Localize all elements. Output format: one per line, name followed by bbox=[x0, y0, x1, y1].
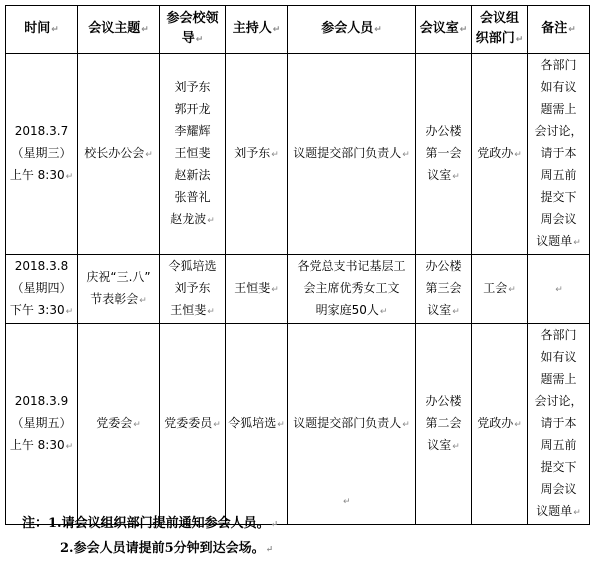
cell-line bbox=[170, 76, 215, 98]
header-label: 会议主题 bbox=[88, 21, 141, 36]
meeting-schedule-table bbox=[5, 5, 590, 525]
cell-time bbox=[6, 255, 78, 324]
paragraph-mark: ↵ bbox=[508, 285, 516, 295]
cell-line bbox=[477, 142, 522, 166]
cell-line bbox=[168, 255, 216, 277]
cell-host bbox=[226, 324, 288, 525]
paragraph-mark: ↵ bbox=[343, 497, 351, 507]
cell-text: 周会议 bbox=[540, 212, 577, 226]
cell-line bbox=[168, 299, 216, 323]
header-note bbox=[528, 6, 590, 54]
cell-line bbox=[425, 120, 461, 142]
cell-line bbox=[164, 412, 221, 436]
cell-text: 刘予东 bbox=[174, 281, 211, 295]
cell-text: 议题提交部门负责人 bbox=[293, 416, 402, 430]
cell-line bbox=[170, 208, 215, 232]
note-text: 2.参会人员请提前5分钟到达会场。 bbox=[60, 541, 265, 556]
cell-text: 2018.3.9 bbox=[14, 394, 69, 408]
cell-text: 议室 bbox=[427, 168, 452, 182]
cell-text: 王恒斐 bbox=[234, 281, 271, 295]
cell-text: 如有议 bbox=[540, 350, 577, 364]
header-label: 主持人 bbox=[232, 21, 272, 36]
cell-line bbox=[86, 266, 150, 288]
paragraph-mark: ↵ bbox=[65, 172, 74, 182]
table-header-row bbox=[6, 6, 590, 54]
cell-text: 周会议 bbox=[540, 482, 577, 496]
cell-leaders bbox=[160, 324, 226, 525]
cell-line bbox=[170, 142, 215, 164]
cell-line bbox=[534, 98, 582, 120]
cell-line bbox=[534, 412, 582, 434]
cell-line bbox=[534, 164, 582, 186]
cell-text: （星期三） bbox=[11, 146, 72, 160]
cell-note bbox=[528, 54, 590, 255]
cell-line bbox=[534, 54, 582, 76]
cell-line bbox=[425, 412, 461, 434]
cell-text: 第三会 bbox=[425, 281, 462, 295]
cell-text: 节表彰会 bbox=[90, 292, 139, 306]
paragraph-mark: ↵ bbox=[139, 296, 147, 306]
cell-line bbox=[534, 76, 582, 98]
cell-line bbox=[534, 368, 582, 390]
cell-time bbox=[6, 54, 78, 255]
paragraph-mark: ↵ bbox=[514, 150, 522, 160]
note-text: 注：1.请会议组织部门提前通知参会人员。 bbox=[22, 516, 270, 531]
cell-line bbox=[96, 412, 141, 436]
cell-leaders bbox=[160, 54, 226, 255]
header-time bbox=[6, 6, 78, 54]
paragraph-mark: ↵ bbox=[568, 25, 576, 35]
table-row bbox=[6, 54, 590, 255]
cell-time bbox=[6, 324, 78, 525]
cell-line bbox=[534, 324, 582, 346]
cell-line bbox=[425, 390, 461, 412]
cell-text: 会主席优秀女工文 bbox=[303, 281, 400, 295]
paragraph-mark: ↵ bbox=[141, 25, 149, 35]
paragraph-mark: ↵ bbox=[271, 285, 279, 295]
cell-text: 议室 bbox=[427, 303, 452, 317]
cell-text: 校长办公会 bbox=[84, 146, 145, 160]
cell-text: 党政办 bbox=[477, 146, 514, 160]
cell-line bbox=[234, 142, 279, 166]
cell-line bbox=[425, 277, 461, 299]
cell-text: 上午 8:30 bbox=[9, 168, 65, 182]
paragraph-mark: ↵ bbox=[515, 35, 524, 45]
paragraph-mark: ↵ bbox=[265, 545, 274, 555]
cell-line bbox=[534, 456, 582, 478]
cell-text: 令狐培选 bbox=[228, 416, 277, 430]
cell-text: 题需上 bbox=[540, 102, 577, 116]
cell-text: 李耀辉 bbox=[174, 124, 211, 138]
cell-text: 周五前 bbox=[540, 438, 577, 452]
cell-line bbox=[10, 142, 73, 164]
cell-line bbox=[534, 208, 582, 230]
cell-line bbox=[228, 412, 285, 436]
cell-line bbox=[10, 390, 73, 412]
cell-line bbox=[10, 255, 73, 277]
cell-attendees bbox=[288, 324, 416, 525]
cell-text: （星期四） bbox=[11, 281, 72, 295]
cell-line bbox=[297, 255, 405, 277]
note-line-2 bbox=[22, 537, 278, 562]
cell-text: 周五前 bbox=[540, 168, 577, 182]
cell-text: 第二会 bbox=[425, 416, 462, 430]
paragraph-mark: ↵ bbox=[133, 420, 141, 430]
header-attendees bbox=[288, 6, 416, 54]
cell-text: 赵龙波 bbox=[170, 212, 207, 226]
table-row bbox=[6, 324, 590, 525]
cell-line bbox=[534, 500, 582, 524]
paragraph-mark: ↵ bbox=[207, 307, 215, 317]
header-topic bbox=[78, 6, 160, 54]
header-label: 会议室 bbox=[419, 21, 459, 36]
cell-line bbox=[534, 186, 582, 208]
cell-topic bbox=[78, 255, 160, 324]
cell-line bbox=[170, 186, 215, 208]
paragraph-mark: ↵ bbox=[459, 25, 468, 35]
header-host bbox=[226, 6, 288, 54]
paragraph-mark: ↵ bbox=[272, 25, 281, 35]
cell-text: 王恒斐 bbox=[174, 146, 211, 160]
paragraph-mark: ↵ bbox=[452, 307, 460, 317]
paragraph-mark: ↵ bbox=[51, 25, 59, 35]
cell-room bbox=[416, 54, 472, 255]
cell-text: 令狐培选 bbox=[168, 259, 217, 273]
cell-line bbox=[477, 412, 522, 436]
cell-line bbox=[84, 142, 153, 166]
paragraph-mark: ↵ bbox=[277, 420, 285, 430]
cell-line bbox=[10, 299, 73, 323]
paragraph-mark: ↵ bbox=[402, 420, 410, 430]
cell-text: 提交下 bbox=[540, 190, 577, 204]
cell-text: 庆祝“三.八” bbox=[86, 270, 151, 284]
cell-text: 下午 3:30 bbox=[9, 303, 65, 317]
cell-text: 议室 bbox=[427, 438, 452, 452]
cell-line bbox=[554, 277, 563, 301]
cell-text: 2018.3.7 bbox=[14, 124, 69, 138]
cell-room bbox=[416, 324, 472, 525]
cell-text: 办公楼 bbox=[425, 394, 462, 408]
notes-section bbox=[22, 512, 278, 562]
header-label: 时间 bbox=[24, 21, 51, 36]
cell-host bbox=[226, 255, 288, 324]
cell-line bbox=[534, 230, 582, 254]
cell-text: （星期五） bbox=[11, 416, 72, 430]
cell-line bbox=[534, 478, 582, 500]
cell-line bbox=[10, 164, 73, 188]
paragraph-mark: ↵ bbox=[207, 216, 215, 226]
cell-text: 刘予东 bbox=[174, 80, 211, 94]
header-room bbox=[416, 6, 472, 54]
header-dept bbox=[472, 6, 528, 54]
cell-line bbox=[425, 299, 461, 323]
paragraph-mark: ↵ bbox=[271, 150, 279, 160]
cell-attendees bbox=[288, 54, 416, 255]
cell-line bbox=[86, 288, 150, 312]
header-label: 备注 bbox=[541, 21, 568, 36]
paragraph-mark: ↵ bbox=[270, 520, 279, 530]
cell-line bbox=[534, 142, 582, 164]
cell-text: 上午 8:30 bbox=[9, 438, 65, 452]
cell-dept bbox=[472, 255, 528, 324]
cell-text: 明家庭50人 bbox=[315, 303, 379, 317]
cell-line bbox=[168, 277, 216, 299]
cell-text: 张普礼 bbox=[174, 190, 211, 204]
cell-line bbox=[10, 120, 73, 142]
cell-line bbox=[534, 434, 582, 456]
paragraph-mark: ↵ bbox=[374, 25, 382, 35]
cell-dept bbox=[472, 324, 528, 525]
cell-text: 各部门 bbox=[540, 328, 577, 342]
cell-line bbox=[425, 255, 461, 277]
paragraph-mark: ↵ bbox=[452, 172, 460, 182]
header-label: 参会人员 bbox=[321, 21, 374, 36]
cell-note bbox=[528, 324, 590, 525]
cell-room bbox=[416, 255, 472, 324]
cell-text: 2018.3.8 bbox=[14, 259, 69, 273]
cell-host bbox=[226, 54, 288, 255]
paragraph-mark: ↵ bbox=[555, 285, 563, 295]
cell-line bbox=[534, 120, 582, 142]
cell-text: 刘予东 bbox=[234, 146, 271, 160]
cell-attendees bbox=[288, 255, 416, 324]
note-line-1 bbox=[22, 512, 278, 537]
cell-text: 提交下 bbox=[540, 460, 577, 474]
paragraph-mark: ↵ bbox=[379, 307, 388, 317]
cell-text: 各部门 bbox=[540, 58, 577, 72]
paragraph-mark: ↵ bbox=[65, 307, 74, 317]
paragraph-mark: ↵ bbox=[145, 150, 153, 160]
cell-line bbox=[170, 98, 215, 120]
cell-text: 会讨论， bbox=[534, 394, 583, 408]
cell-dept bbox=[472, 54, 528, 255]
cell-line bbox=[425, 142, 461, 164]
cell-line bbox=[293, 142, 410, 166]
cell-line bbox=[293, 412, 410, 436]
paragraph-mark: ↵ bbox=[452, 442, 460, 452]
cell-leaders bbox=[160, 255, 226, 324]
cell-text: 党委委员 bbox=[164, 416, 213, 430]
cell-topic bbox=[78, 324, 160, 525]
cell-text: 办公楼 bbox=[425, 124, 462, 138]
cell-text: 王恒斐 bbox=[170, 303, 207, 317]
cell-text: 如有议 bbox=[540, 80, 577, 94]
header-leaders bbox=[160, 6, 226, 54]
paragraph-mark: ↵ bbox=[514, 420, 522, 430]
cell-text: 各党总支书记基层工 bbox=[297, 259, 406, 273]
cell-line bbox=[483, 277, 516, 301]
cell-note bbox=[528, 255, 590, 324]
cell-text: 议题单 bbox=[536, 504, 573, 518]
paragraph-mark: ↵ bbox=[573, 508, 581, 518]
paragraph-mark: ↵ bbox=[213, 420, 221, 430]
cell-text: 请于本 bbox=[540, 416, 577, 430]
cell-text: 党政办 bbox=[477, 416, 514, 430]
cell-text: 议题单 bbox=[536, 234, 573, 248]
cell-line bbox=[170, 164, 215, 186]
cell-line bbox=[297, 277, 405, 299]
table-row bbox=[6, 255, 590, 324]
header-label: 会议组织部门 bbox=[475, 11, 519, 46]
cell-line bbox=[10, 412, 73, 434]
cell-text: 办公楼 bbox=[425, 259, 462, 273]
cell-line bbox=[534, 346, 582, 368]
cell-text: 党委会 bbox=[96, 416, 133, 430]
cell-text: 题需上 bbox=[540, 372, 577, 386]
cell-line bbox=[534, 390, 582, 412]
cell-line bbox=[297, 299, 405, 323]
cell-text: 工会 bbox=[483, 281, 508, 295]
paragraph-mark: ↵ bbox=[65, 442, 74, 452]
paragraph-mark: ↵ bbox=[402, 150, 410, 160]
header-label: 参会校领导 bbox=[166, 11, 219, 46]
cell-text: 请于本 bbox=[540, 146, 577, 160]
paragraph-mark: ↵ bbox=[195, 35, 204, 45]
cell-line bbox=[170, 120, 215, 142]
cell-line bbox=[10, 277, 73, 299]
cell-text: 郭开龙 bbox=[174, 102, 211, 116]
cell-text: 赵新法 bbox=[174, 168, 211, 182]
cell-line bbox=[425, 164, 461, 188]
cell-line bbox=[234, 277, 279, 301]
cell-topic bbox=[78, 54, 160, 255]
cell-text: 议题提交部门负责人 bbox=[293, 146, 402, 160]
cell-text: 会讨论， bbox=[534, 124, 583, 138]
cell-text: 第一会 bbox=[425, 146, 462, 160]
cell-line bbox=[10, 434, 73, 458]
cell-line bbox=[425, 434, 461, 458]
paragraph-mark: ↵ bbox=[573, 238, 581, 248]
